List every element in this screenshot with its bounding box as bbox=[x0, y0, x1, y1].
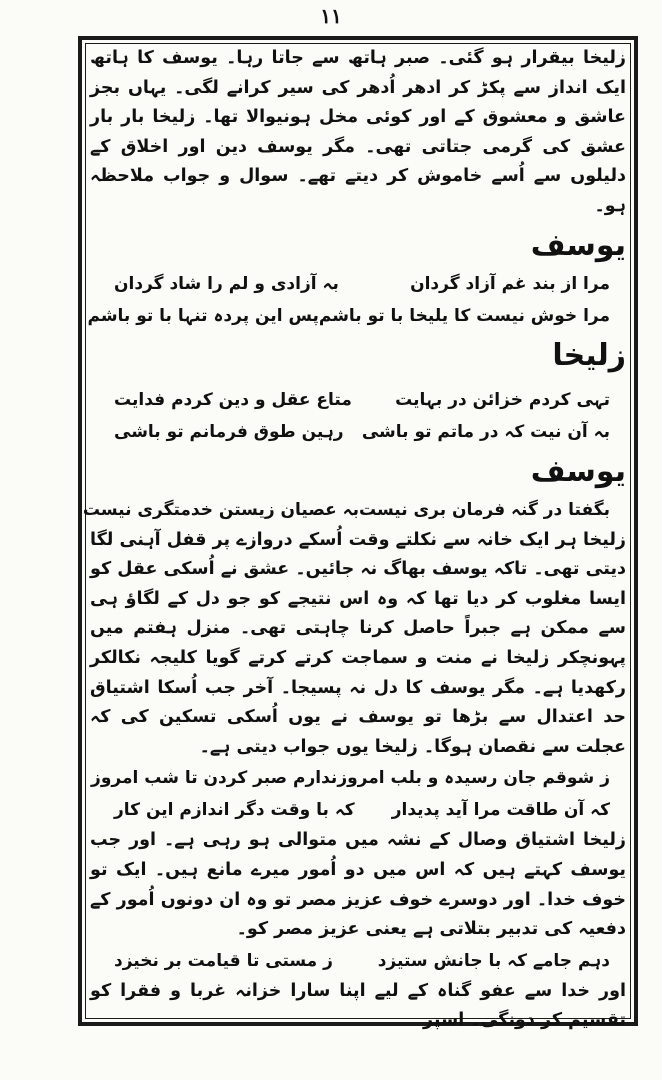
page-border bbox=[78, 36, 638, 1031]
verse-right: بگفتا در گنہ فرمان بری نیست bbox=[359, 499, 610, 520]
text-line: زلیخا بیقرار ہو گئی۔ صبر ہاتھ سے جاتا رہا۔ یوسف کا ہاتھ ایک انداز سے پکڑ کر ادھر bbox=[90, 48, 626, 98]
verse-left: پس این پردہ تنہا با تو باشم bbox=[87, 305, 319, 326]
text-line: نے یوں اُسکی تسکین کی کہ عجلت سے نقصان ہوگا۔ زلیخا یوں جواب دیتی ہے۔ bbox=[90, 707, 626, 757]
verse-line bbox=[90, 268, 626, 300]
verse-left: ندارم صبر کردن تا شب امروز bbox=[91, 768, 338, 789]
text-line: اس میں دو اُمور میرے مانع ہیں۔ ایک تو خوف خدا۔ اور دوسرے خوف عزیز مصر bbox=[90, 859, 627, 910]
text-line: زلیخا ہر ایک خانہ سے نکلتے وقت اُسکے دروازے پر قفل آہنی لگا دیتی bbox=[90, 529, 626, 580]
verse-line bbox=[87, 300, 626, 332]
text-line: تو وہ ان دونوں اُمور کے دفعیہ کی تدبیر بتلاتی ہے یعنی عزیز مصر کو۔ bbox=[90, 889, 626, 940]
text-line: اور خدا سے عفو گناہ کے لیے اپنا سارا خزانہ غربا و فقرا کو تقسیم کر دونگی۔ اسپر bbox=[90, 980, 626, 1031]
verse-left: کہ با وقت دگر اندازم این کار bbox=[114, 800, 355, 821]
page-text bbox=[82, 44, 627, 1031]
verse-right: مرا خوش نیست کا یلیخا با تو باشم bbox=[318, 305, 610, 326]
speaker-heading-yusuf: یوسف bbox=[530, 453, 626, 489]
verse-line bbox=[82, 494, 626, 526]
text-line: مگر یوسف کا دل نہ پسیجا۔ آخر جب اُسکا اشتیاق حد اعتدال سے بڑھا تو یوسف bbox=[90, 677, 626, 728]
body-paragraph bbox=[90, 977, 626, 1036]
text-line: وہ اس نتیجے کو جو دل کے لگاؤ ہی سے ممکن ہے جبراً حاصل کرنا چاہتی تھی۔ منزل bbox=[90, 588, 626, 639]
verse-left: بہ آزادی و لم را شاد گردان bbox=[114, 273, 339, 294]
speaker-heading-zulaikha: زلیخا bbox=[552, 337, 626, 373]
verse-right: دہم جامے کہ با جانش ستیزد bbox=[377, 950, 610, 971]
verse-right: مرا از بند غم آزاد گردان bbox=[410, 273, 610, 294]
verse-left: رہین طوق فرمانم تو باشی bbox=[114, 421, 344, 442]
text-line: خاموش کر دیتے تھے۔ سوال و جواب ملاحظہ ہو۔ bbox=[90, 166, 626, 216]
text-line: بار بار عشق کی گرمی جتاتی تھی۔ مگر یوسف دین اور اخلاق کے دلیلوں سے اُسے bbox=[90, 107, 627, 187]
verse-line bbox=[90, 794, 626, 826]
verse-line bbox=[90, 416, 626, 448]
page-number: ١١ bbox=[320, 4, 342, 28]
speaker-heading-yusuf: یوسف bbox=[530, 227, 626, 263]
text-line: اُدھر کی سیر کرانے لگی۔ یہاں بجز عاشق و معشوق کے اور کوئی مخل ہونیوالا تھا۔ زلیخا bbox=[90, 77, 626, 128]
verse-left: ز مستی تا قیامت بر نخیزد bbox=[114, 950, 333, 971]
verse-left: متاع عقل و دین کردم فدایت bbox=[114, 389, 352, 410]
verse-line bbox=[90, 762, 626, 794]
verse-right: ز شوقم جان رسیدہ و بلب امروز bbox=[337, 768, 610, 789]
body-paragraph bbox=[90, 826, 626, 944]
text-line: تھی۔ تاکہ یوسف بھاگ نہ جائیں۔ عشق نے اُسکی عقل کو ایسا مغلوب کر دیا تھا کہ bbox=[90, 559, 626, 609]
verse-right: کہ آن طاقت مرا آید پدیدار bbox=[391, 800, 610, 821]
body-paragraph bbox=[90, 526, 626, 763]
verse-left: بہ عصیان زیستن خدمتگری نیست bbox=[82, 499, 359, 520]
text-line: زلیخا اشتیاق وصال کے نشہ میں متوالی ہو رہی ہے۔ اور جب یوسف کہتے ہیں کہ bbox=[90, 830, 627, 880]
text-line: ہفتم میں پہونچکر زلیخا نے منت و سماجت کرتے کرتے گویا کلیجہ نکالکر رکھدیا ہے۔ bbox=[90, 618, 626, 698]
verse-line bbox=[90, 384, 626, 416]
verse-line bbox=[90, 945, 626, 977]
verse-right: تہی کردم خزائن در بہایت bbox=[395, 389, 610, 410]
verse-right: بہ آن نیت کہ در ماتم تو باشی bbox=[361, 421, 610, 442]
intro-paragraph bbox=[90, 44, 626, 222]
